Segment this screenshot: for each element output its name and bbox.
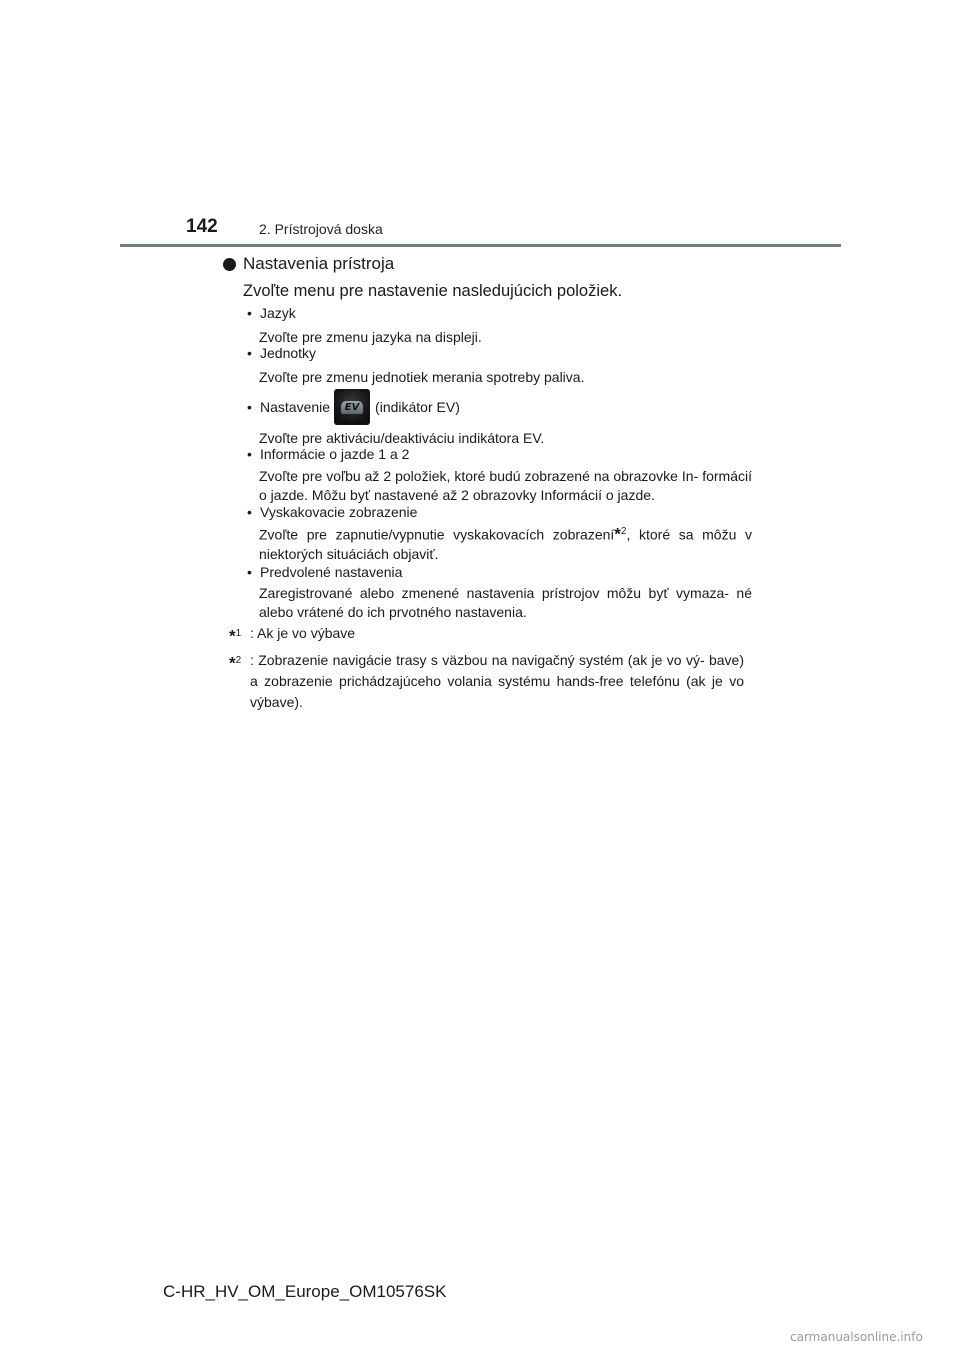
bullet-icon: • xyxy=(247,504,252,520)
footnote-ref: 2 xyxy=(620,526,627,537)
list-item-label xyxy=(247,345,316,361)
item-label-text: Vyskakovacie zobrazenie xyxy=(260,504,418,520)
list-item-label xyxy=(247,305,296,321)
list-item-desc: Zvoľte pre zmenu jednotiek merania spotreby paliva. xyxy=(259,369,585,385)
watermark: carmanualsonline.info xyxy=(790,1330,923,1344)
document-id: C-HR_HV_OM_Europe_OM10576SK xyxy=(163,1282,447,1301)
item-label-text: Informácie o jazde 1 a 2 xyxy=(260,446,410,462)
list-item-desc: Zvoľte pre aktiváciu/deaktiváciu indikátora EV. xyxy=(259,430,545,446)
item-label-text: Jazyk xyxy=(260,305,296,321)
list-item-label xyxy=(247,446,409,462)
list-item-label xyxy=(247,564,402,580)
footnote-text: : Ak je vo výbave xyxy=(250,625,356,641)
section-title-text: Nastavenia prístroja xyxy=(243,254,395,273)
footnote-text: : Zobrazenie navigácie trasy s väzbou na navigačný systém (ak je vo vý- bave) a zobrazenie prichádzajúceho volania systému hands-free telefónu (ak je vo výbave). xyxy=(250,652,744,710)
section-title xyxy=(223,254,394,274)
list-item-label xyxy=(247,389,460,425)
item-label-text: Jednotky xyxy=(260,345,317,361)
footnote-marker: *$^1$ xyxy=(229,626,242,646)
ev-indicator-icon xyxy=(334,389,370,425)
section-intro: Zvoľte menu pre nastavenie nasledujúcich položiek. xyxy=(243,282,623,300)
item-label-text: Predvolené nastavenia xyxy=(260,564,403,580)
ev-icon-text: EV xyxy=(341,401,364,414)
bullet-icon: • xyxy=(247,564,252,580)
footnote-number: 2 xyxy=(235,655,242,666)
page-number: 142 xyxy=(186,216,218,237)
list-item-desc: Zvoľte pre voľbu až 2 položiek, ktoré budú zobrazené na obrazovke In- formácií o jazde. Môžu byť nastavené až 2 obrazovky Informácií o jazde. xyxy=(259,468,752,503)
header-rule xyxy=(120,244,841,247)
bullet-icon: • xyxy=(247,399,252,415)
footnote-star: * xyxy=(614,524,621,544)
footnote-number: 1 xyxy=(235,628,242,639)
list-item-label xyxy=(247,504,417,520)
item-label-text: Nastavenie xyxy=(260,399,331,415)
desc-text: , ktoré sa môžu v niektorých situáciách objaviť. xyxy=(259,526,752,562)
list-item-desc: Zvoľte pre zmenu jazyka na displeji. xyxy=(259,329,482,345)
chapter-title: 2. Prístrojová doska xyxy=(259,221,383,237)
bullet-icon: • xyxy=(247,305,252,321)
bullet-icon: • xyxy=(247,446,252,462)
section-bullet-icon xyxy=(223,258,236,271)
desc-text: Zvoľte pre zapnutie/vypnutie vyskakovacích zobrazení xyxy=(259,526,615,543)
footnote-marker: *$^2$ xyxy=(229,653,242,673)
list-item-desc xyxy=(259,522,752,564)
item-label-suffix: (indikátor EV) xyxy=(375,399,460,415)
list-item-desc: Zaregistrované alebo zmenené nastavenia prístrojov môžu byť vymaza- né alebo vrátené do ich prvotného nastavenia. xyxy=(259,585,752,620)
bullet-icon: • xyxy=(247,345,252,361)
